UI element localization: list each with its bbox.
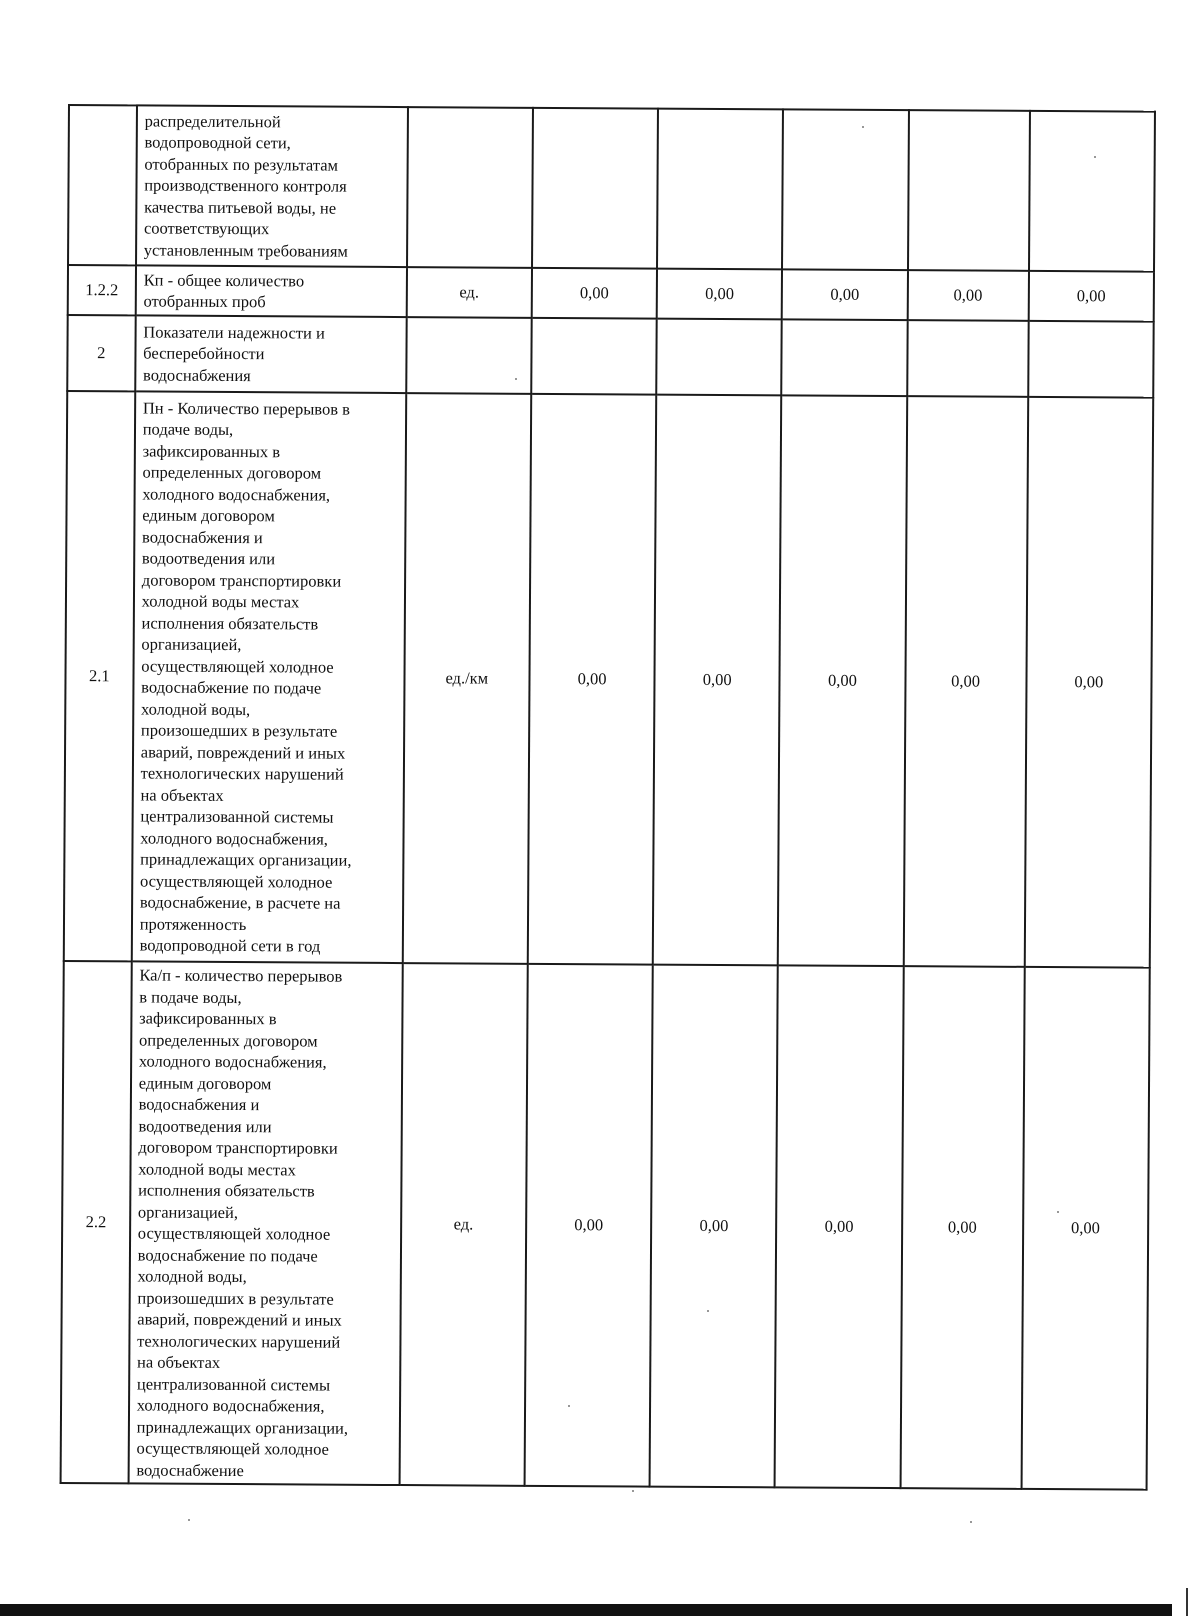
indicator-description: Пн - Количество перерывов в подаче воды, зафиксированных в определенных договором холодного водоснабжения, единым договором водоснабжения и водоотведения или договором транспортировки холодной воды местах исполнения обязательств организацией, осуществляющей холодное водоснабжение по подаче холодной воды, произошедших в результате аварий, повреждений и иных технологических нарушений на объектах централизованной системы холодного водоснабжения, принадлежащих организации, осуществляющей холодное водоснабжение, в расчете на протяженность водопроводной сети в год bbox=[131, 391, 405, 963]
unit-of-measure bbox=[407, 107, 533, 268]
value-cell: 0,00 bbox=[528, 394, 657, 965]
scan-speck bbox=[1094, 156, 1096, 158]
scan-speck bbox=[515, 378, 517, 380]
unit-of-measure: ед. bbox=[406, 267, 532, 318]
document-sheet bbox=[68, 104, 1156, 1484]
value-cell: 0,00 bbox=[782, 269, 908, 320]
scan-speck bbox=[970, 1521, 972, 1523]
table-row bbox=[64, 391, 1153, 968]
value-cell: 0,00 bbox=[907, 270, 1028, 321]
value-cell: 0,00 bbox=[775, 965, 903, 1488]
value-cell bbox=[531, 318, 657, 395]
value-cell: 0,00 bbox=[1028, 271, 1154, 322]
scan-speck bbox=[1057, 1211, 1059, 1213]
scan-speck bbox=[632, 1490, 634, 1492]
indicator-description: Показатели надежности и бесперебойности водоснабжения bbox=[135, 315, 406, 393]
indicator-description: распределительной водопроводной сети, отобранных по результатам производственного контроля качества питьевой воды, не соответствующих установленным требованиям bbox=[136, 105, 408, 267]
table-row bbox=[68, 105, 1155, 272]
scan-bottom-edge bbox=[0, 1604, 1172, 1616]
value-cell: 0,00 bbox=[1024, 397, 1153, 968]
scan-speck bbox=[707, 1310, 709, 1312]
row-number bbox=[68, 105, 137, 265]
row-number: 2 bbox=[67, 315, 135, 391]
row-number: 2.1 bbox=[64, 391, 135, 961]
value-cell bbox=[1028, 321, 1154, 398]
value-cell: 0,00 bbox=[653, 395, 782, 966]
unit-of-measure: ед. bbox=[399, 963, 527, 1486]
unit-of-measure bbox=[406, 317, 532, 394]
unit-of-measure: ед./км bbox=[402, 393, 531, 964]
value-cell: 0,00 bbox=[525, 964, 653, 1487]
value-cell bbox=[908, 110, 1030, 271]
scan-speck bbox=[568, 1405, 570, 1407]
value-cell bbox=[1029, 111, 1155, 272]
indicator-description: Ка/п - количество перерывов в подаче воды, зафиксированных в определенных договором холодного водоснабжения, единым договором водоснабжения и водоотведения или договором транспортировки холодной воды местах исполнения обязательств организацией, осуществляющей холодное водоснабжение по подаче холодной воды, произошедших в результате аварий, повреждений и иных технологических нарушений на объектах централизованной системы холодного водоснабжения, принадлежащих организации, осуществляющей холодное водоснабжение bbox=[128, 961, 402, 1485]
value-cell: 0,00 bbox=[900, 966, 1024, 1489]
indicator-description: Кп - общее количество отобранных проб bbox=[135, 265, 406, 317]
scan-speck bbox=[188, 1519, 190, 1521]
indicators-table bbox=[60, 104, 1156, 1491]
value-cell bbox=[657, 109, 783, 270]
scan-right-edge bbox=[1186, 1588, 1188, 1616]
value-cell: 0,00 bbox=[657, 269, 783, 320]
row-number: 2.2 bbox=[61, 961, 132, 1483]
table-row bbox=[61, 961, 1150, 1490]
value-cell: 0,00 bbox=[778, 395, 907, 966]
table-row bbox=[68, 265, 1154, 322]
table-row bbox=[67, 315, 1153, 398]
value-cell bbox=[532, 108, 658, 269]
value-cell bbox=[782, 109, 908, 270]
scan-speck bbox=[862, 126, 864, 128]
value-cell bbox=[656, 319, 782, 396]
value-cell bbox=[907, 320, 1029, 397]
row-number: 1.2.2 bbox=[68, 265, 136, 315]
table-body bbox=[61, 105, 1155, 1490]
value-cell: 0,00 bbox=[532, 268, 658, 319]
value-cell: 0,00 bbox=[903, 396, 1028, 967]
value-cell: 0,00 bbox=[650, 965, 778, 1488]
value-cell bbox=[782, 319, 908, 396]
value-cell: 0,00 bbox=[1021, 967, 1149, 1490]
